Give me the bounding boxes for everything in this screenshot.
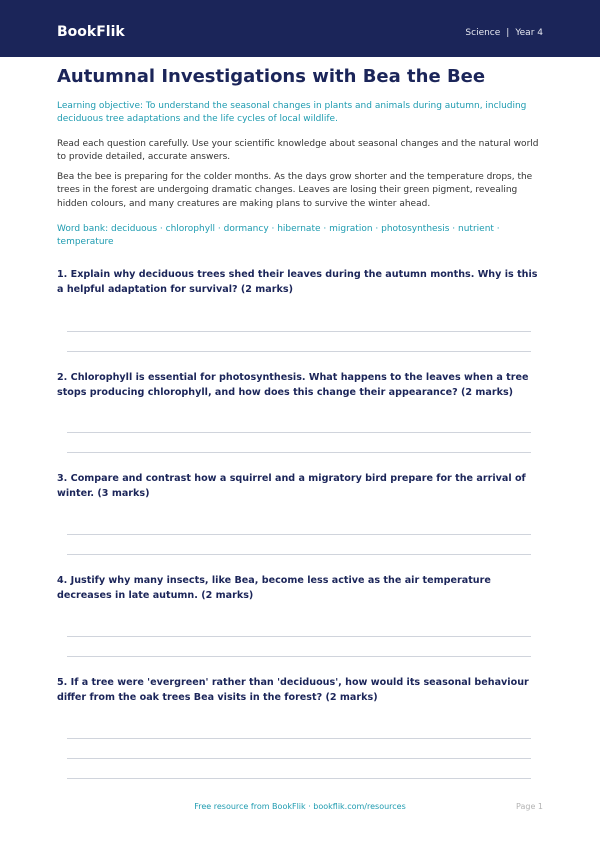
answer-line[interactable] [67, 452, 531, 453]
answer-line[interactable] [67, 331, 531, 332]
year-label: Year 4 [515, 28, 543, 38]
question-4: 4. Justify why many insects, like Bea, become less active as the air temperature decreases in late autumn. (2 marks) [57, 575, 491, 601]
question-3: 3. Compare and contrast how a squirrel and a migratory bird prepare for the arrival of winter. (3 marks) [57, 473, 526, 499]
question-2: 2. Chlorophyll is essential for photosynthesis. What happens to the leaves when a tree stops producing chlorophyll, and how does this change their appearance? (2 marks) [57, 372, 529, 398]
answer-line[interactable] [67, 738, 531, 739]
page-title: Autumnal Investigations with Bea the Bee [57, 66, 486, 87]
word-bank: Word bank: deciduous · chlorophyll · dormancy · hibernate · migration · photosynthesis · nutrient · temperature [57, 224, 500, 248]
answer-line[interactable] [67, 554, 531, 555]
subject-label: Science [465, 28, 501, 38]
question-1: 1. Explain why deciduous trees shed their leaves during the autumn months. Why is this a helpful adaptation for survival? (2 marks) [57, 269, 538, 295]
answer-line[interactable] [67, 656, 531, 657]
answer-line[interactable] [67, 758, 531, 759]
brand-logo-text: BookFlik [57, 24, 125, 40]
question-5: 5. If a tree were 'evergreen' rather than 'deciduous', how would its seasonal behaviour differ from the oak trees Bea visits in the forest? (2 marks) [57, 677, 529, 703]
footer-link-text[interactable]: Free resource from BookFlik · bookflik.com/resources [194, 802, 406, 811]
answer-line[interactable] [67, 432, 531, 433]
header-separator: | [506, 28, 510, 38]
scenario-text: Bea the bee is preparing for the colder months. As the days grow shorter and the temperature drops, the trees in the forest are undergoing dramatic changes. Leaves are losing their green pigment, revealing hidden colours, and many creatures are making plans to survive the winter ahead. [57, 172, 533, 209]
page-number: Page 1 [516, 802, 543, 811]
learning-objective: Learning objective: To understand the seasonal changes in plants and animals during autumn, including deciduous tree adaptations and the life cycles of local wildlife. [57, 101, 527, 125]
subject-year-label [465, 26, 543, 40]
answer-line[interactable] [67, 778, 531, 779]
page-header [0, 0, 600, 57]
answer-line[interactable] [67, 534, 531, 535]
answer-line[interactable] [67, 636, 531, 637]
answer-line[interactable] [67, 351, 531, 352]
instructions-text: Read each question carefully. Use your scientific knowledge about seasonal changes and the natural world to provide detailed, accurate answers. [57, 139, 539, 163]
